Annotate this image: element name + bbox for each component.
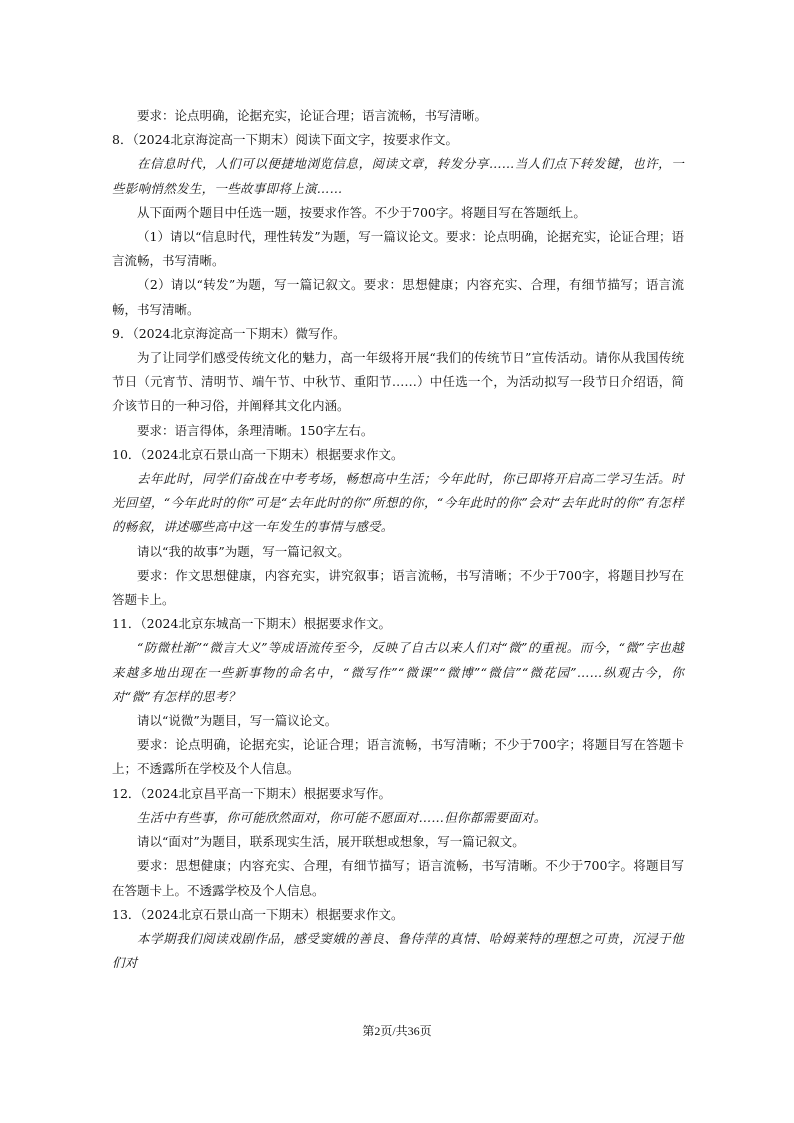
question-8-option-1: （1）请以“信息时代，理性转发”为题，写一篇议论文。要求：论点明确，论据充实，论证合理；语言流畅，书写清晰。 [112,229,684,269]
question-10-heading: 10．（2024北京石景山高一下期末）根据要求作文。 [112,446,404,462]
question-8-instruction: 从下面两个题目中任选一题，按要求作答。不少于700字。将题目写在答题纸上。 [137,204,586,220]
question-9-requirement: 要求：语言得体，条理清晰。150字左右。 [137,422,374,438]
question-12-heading: 12．（2024北京昌平高一下期末）根据要求写作。 [112,785,391,801]
question-12 [112,782,684,903]
question-10-material: 去年此时，同学们奋战在中考考场，畅想高中生活；今年此时，你已即将开启高二学习生活。时光回望，“今年此时的你”可是“去年此时的你”所想的你，“今年此时的你”会对“去年此时的你”有怎样的畅叙，讲述哪些高中这一年发生的事情与感受。 [112,471,684,535]
question-13-heading: 13．（2024北京石景山高一下期末）根据要求作文。 [112,906,404,922]
question-11-heading: 11．（2024北京东城高一下期末）根据要求作文。 [112,616,391,632]
question-9 [112,322,684,443]
question-10 [112,443,684,612]
requirement-text: 要求：论点明确，论据充实，论证合理；语言流畅，书写清晰。 [137,108,488,123]
question-12-requirement: 要求：思想健康；内容充实、合理，有细节描写；语言流畅，书写清晰。不少于700字。将题目写在答题卡上。不透露学校及个人信息。 [112,858,684,898]
page-content [112,104,684,975]
question-11-requirement: 要求：论点明确，论据充实，论证合理；语言流畅，书写清晰；不少于700字；将题目写在答题卡上；不透露所在学校及个人信息。 [112,737,684,777]
question-9-body: 为了让同学们感受传统文化的魅力，高一年级将开展“我们的传统节日”宣传活动。请你从我国传统节日（元宵节、清明节、端午节、中秋节、重阳节……）中任选一个，为活动拟写一段节日介绍语，简介该节日的一种习俗，并阐释其文化内涵。 [112,350,684,414]
question-8-heading: 8．（2024北京海淀高一下期末）阅读下面文字，按要求作文。 [112,132,459,148]
question-13 [112,903,684,976]
question-8-material: 在信息时代，人们可以便捷地浏览信息，阅读文章，转发分享……当人们点下转发键，也许，一些影响悄然发生，一些故事即将上演…… [112,156,684,196]
page-number: 第2页/共36页 [362,1024,432,1038]
question-11-material: “防微杜渐”“微言大义”等成语流传至今，反映了自古以来人们对“微”的重视。而今，“微”字也越来越多地出现在一些新事物的命名中，“微写作”“微课”“微博”“微信”“微花园”……纵观古今，你对“微”有怎样的思考？ [112,640,684,704]
question-11-title: 请以“说微”为题目，写一篇议论文。 [137,713,338,729]
question-10-title: 请以“我的故事”为题，写一篇记叙文。 [137,543,350,559]
question-8 [112,128,684,322]
question-12-title: 请以“面对”为题目，联系现实生活，展开联想或想象，写一篇记叙文。 [137,834,525,850]
question-8-option-2: （2）请以“转发”为题，写一篇记叙文。要求：思想健康；内容充实、合理，有细节描写；语言流畅，书写清晰。 [112,277,684,317]
question-9-heading: 9．（2024北京海淀高一下期末）微写作。 [112,325,346,341]
question-13-material: 本学期我们阅读戏剧作品，感受窦娥的善良、鲁侍萍的真情、哈姆莱特的理想之可贵，沉浸于他们对 [112,930,684,971]
question-12-material: 生活中有些事，你可能欣然面对，你可能不愿面对……但你都需要面对。 [137,809,547,825]
question-11 [112,612,684,781]
question-10-requirement: 要求：作文思想健康，内容充实，讲究叙事；语言流畅，书写清晰；不少于700字，将题目抄写在答题卡上。 [112,567,684,608]
